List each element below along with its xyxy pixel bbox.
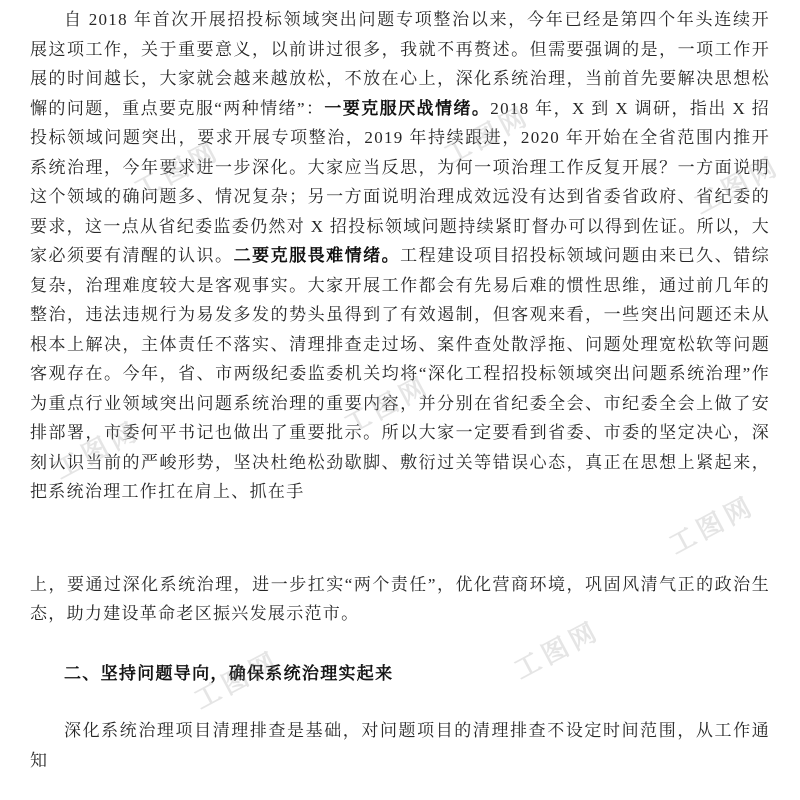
watermark-text: 工图网 <box>664 489 761 560</box>
watermark-text: 工图网 <box>509 614 606 685</box>
para1-segment-1: 自 2018 年首次开展招投标领域突出问题专项整治以来，今年已经是第四个年头连续开展这项工作，关于重要意义，以前讲过很多，我就不再赘述。但需要强调的是，一项工作开展的时间越长，大家就会越来越放松，不放在心上，深化系统治理，当前首先要解决思想松懈的问题，重点要克服“两种情绪”： <box>30 10 770 118</box>
para1-segment-3: 工程建设项目招投标领域问题由来已久、错综复杂，治理难度较大是客观事实。大家开展工作都会有先易后难的惯性思维，通过前几年的整治，违法违规行为易发多发的势头虽得到了有效遏制，但客观来看，一些突出问题还未从根本上解决，主体责任不落实、清理排查走过场、案件查处散浮拖、问题处理宽松软等问题客观存在。今年，省、市两级纪委监委机关均将“深化工程招投标领域突出问题系统治理”作为重点行业领域突出问题系统治理的重要内容，并分别在省纪委全会、市纪委全会上做了安排部署，市委何平书记也做出了重要批示。所以大家一定要看到省委、市委的坚定决心，深刻认识当前的严峻形势，坚决杜绝松劲歇脚、敷衍过关等错误心态，真正在思想上紧起来，把系统治理工作扛在肩上、抓在手 <box>30 246 770 501</box>
paragraph-continuation: 上，要通过深化系统治理，进一步扛实“两个责任”，优化营商环境，巩固风清气正的政治生态，助力建设革命老区振兴发展示范市。 <box>30 574 770 623</box>
paragraph-next-partial: 深化系统治理项目清理排查是基础，对问题项目的清理排查不设定时间范围，从工作通知 <box>30 721 770 770</box>
watermark-text: 工图网 <box>339 369 436 440</box>
watermark-text: 工图网 <box>129 134 226 205</box>
para1-bold-phrase-2: 二要克服畏难情绪。 <box>233 246 401 265</box>
section-heading: 二、坚持问题导向，确保系统治理实起来 <box>64 663 394 683</box>
watermark-text: 工图网 <box>49 414 146 485</box>
para1-bold-phrase-1: 一要克服厌战情绪。 <box>324 98 491 118</box>
paragraph-main <box>30 5 770 507</box>
watermark-text: 工图网 <box>689 149 786 220</box>
para1-segment-2: 2018 年，X 到 X 调研，指出 X 招投标领域问题突出，要求开展专项整治，2019 年持续跟进，2020 年开始在全省范围内推开系统治理，今年要求进一步深化。大家应当反思，为何一项治理工作反复开展？一方面说明这个领域的确问题多、情况复杂；另一方面说明治理成效远没有达到省委省政府、省纪委的要求，这一点从省纪委监委仍然对 X 招投标领域问题持续紧盯督办可以得到佐证。所以，大家必须要有清醒的认识。 <box>30 98 771 265</box>
watermark-text: 工图网 <box>439 99 536 170</box>
watermark-text: 工图网 <box>189 644 286 715</box>
